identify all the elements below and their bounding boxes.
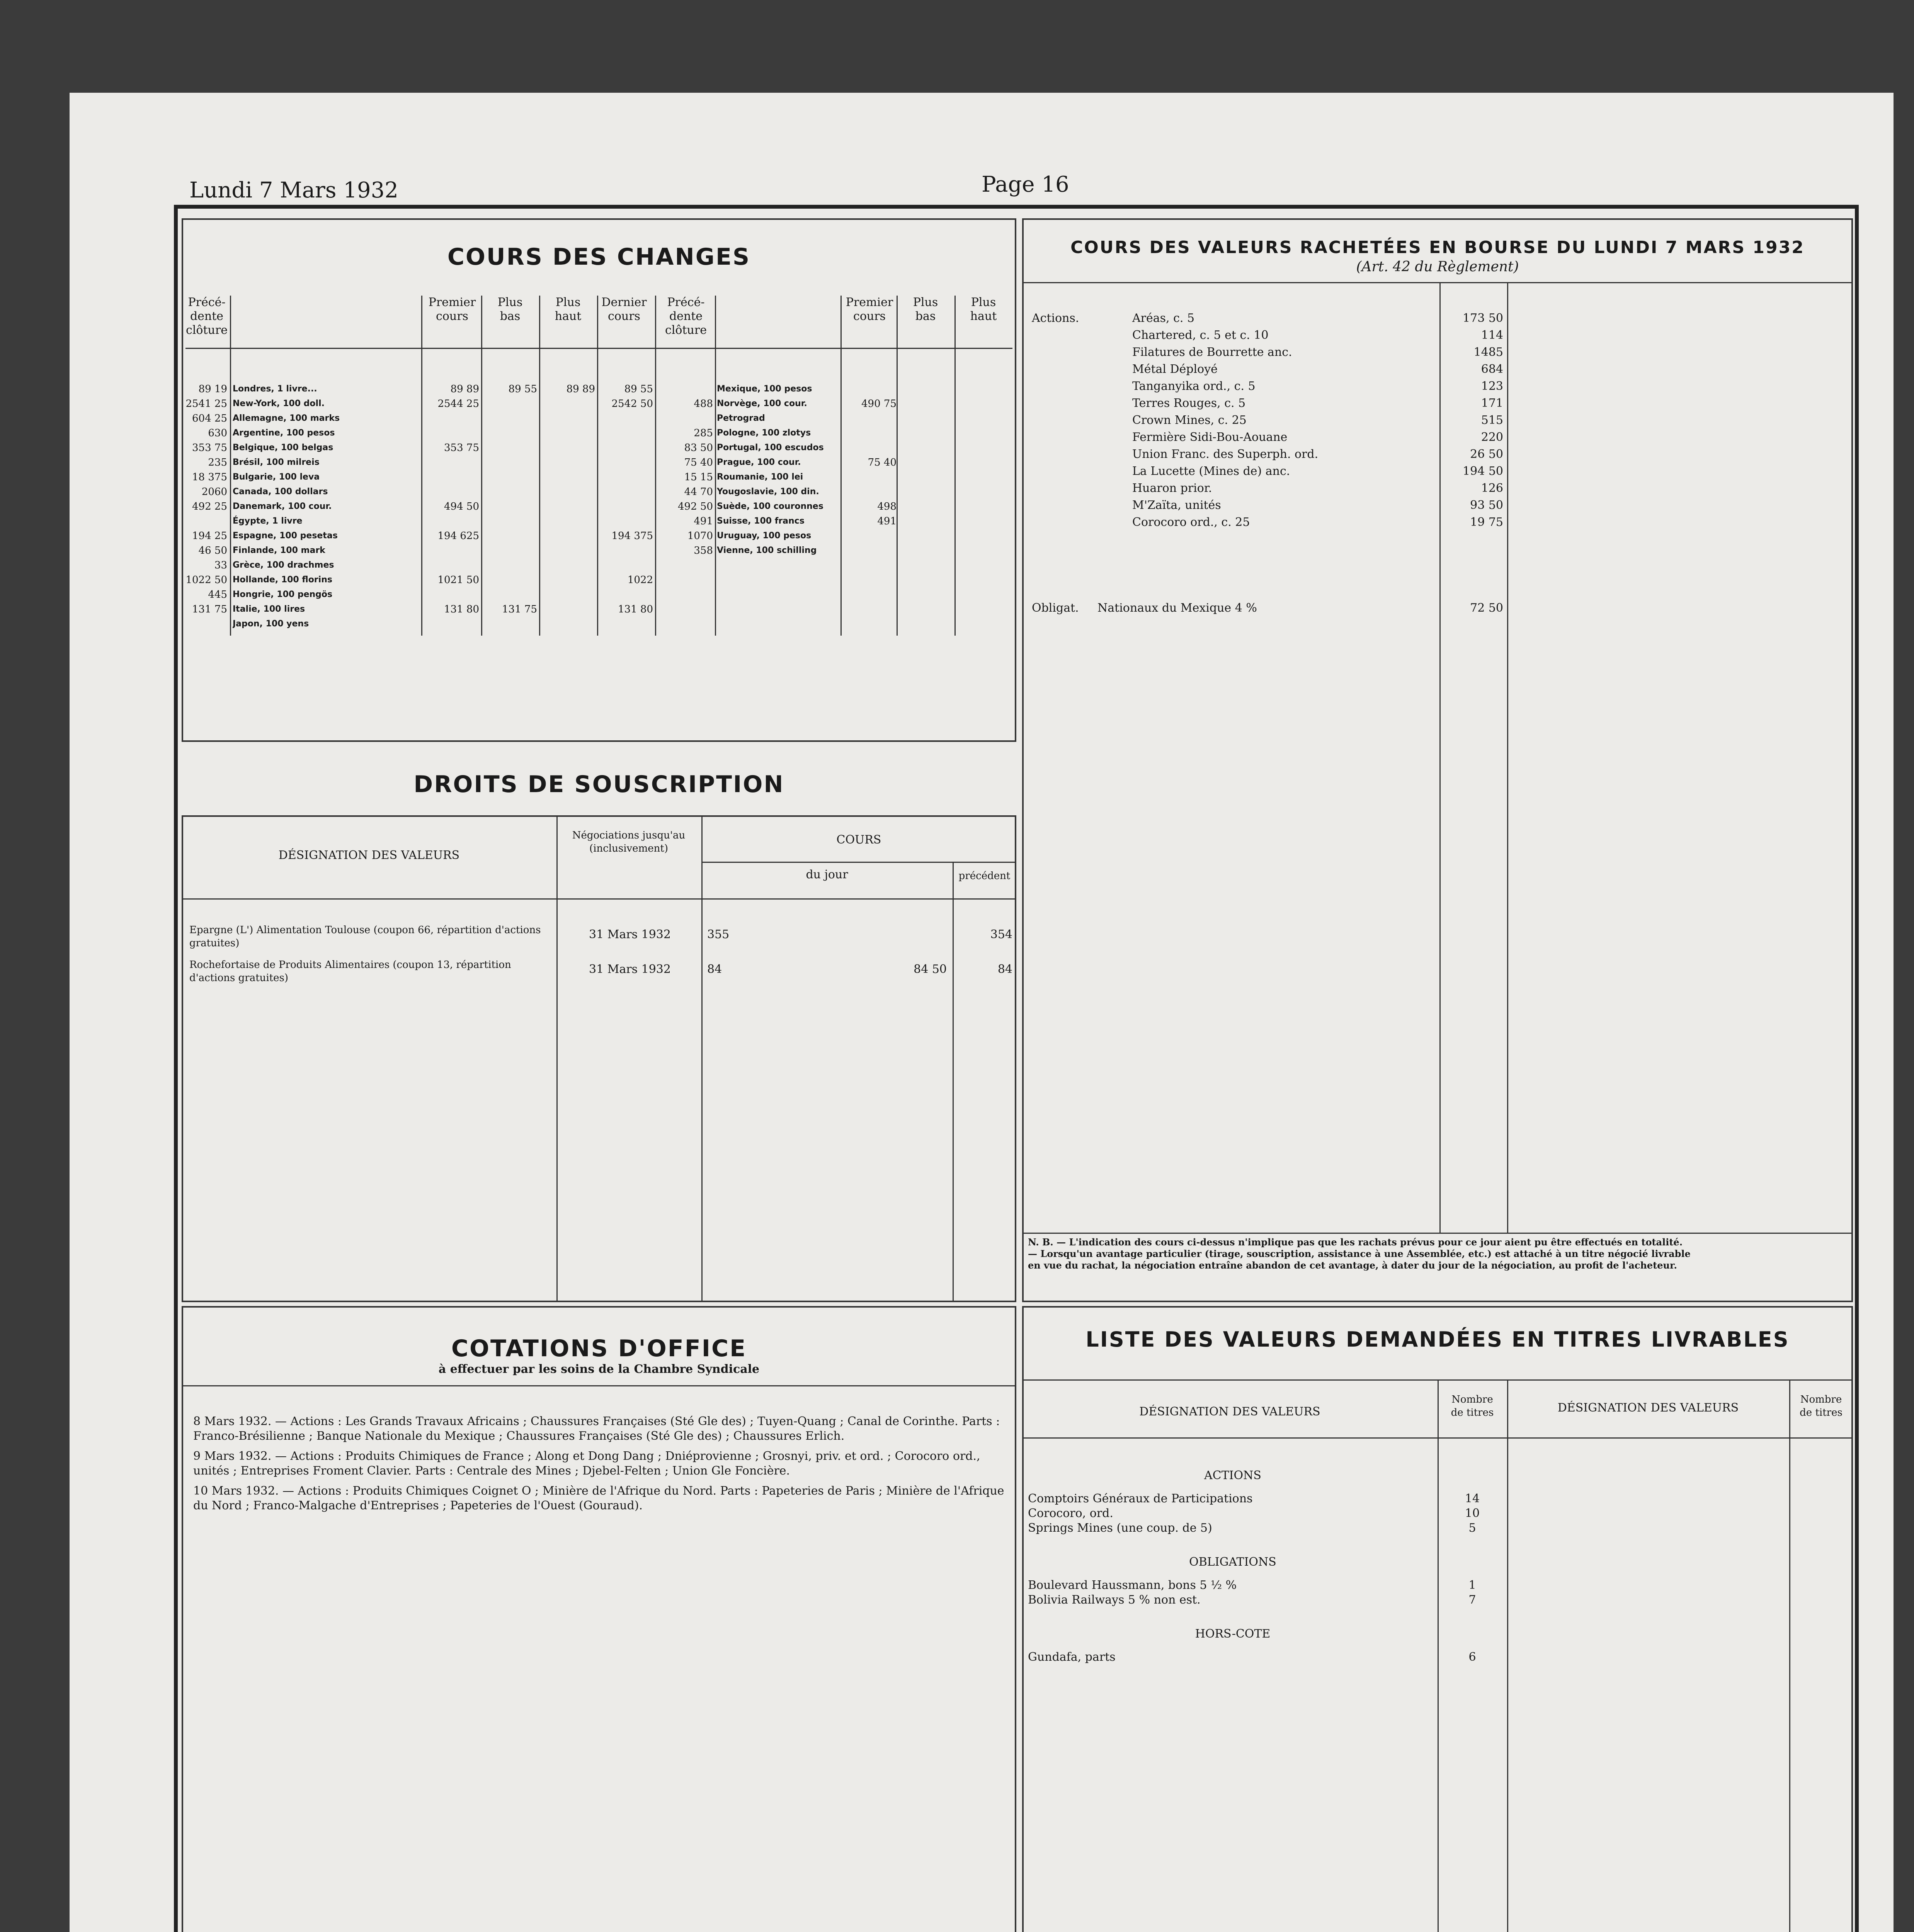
- livrables-section-obligations: OBLIGATIONS: [1189, 1555, 1276, 1569]
- exchange-name: Yougoslavie, 100 din.: [717, 487, 819, 497]
- rachetees-value: 1485: [1473, 345, 1503, 359]
- exchange-row: [655, 500, 1012, 515]
- livrables-name: Gundafa, parts: [1028, 1650, 1116, 1664]
- rachetees-name: Chartered, c. 5 et c. 10: [1132, 328, 1269, 342]
- exchange-name: Argentine, 100 pesos: [233, 428, 335, 438]
- rachetees-name: Huaron prior.: [1132, 481, 1212, 495]
- rachetees-name: Filatures de Bourrette anc.: [1132, 345, 1292, 359]
- rachetees-name: La Lucette (Mines de) anc.: [1132, 464, 1290, 478]
- changes-table: [185, 296, 1012, 728]
- exchange-prev: 1022 50: [185, 574, 227, 586]
- exchange-premier: 494 50: [444, 501, 479, 512]
- rachetees-value: 126: [1481, 481, 1503, 495]
- rachetees-value: 19 75: [1470, 515, 1503, 529]
- exchange-bas: 131 75: [502, 604, 537, 615]
- souscription-section: [182, 815, 1016, 1302]
- livrables-name: Bolivia Railways 5 % non est.: [1028, 1593, 1201, 1607]
- exchange-dernier: 131 80: [618, 604, 653, 615]
- exchange-prev: 353 75: [192, 442, 227, 454]
- rachetees-name: Corocoro ord., c. 25: [1132, 515, 1250, 529]
- souscription-date: 31 Mars 1932: [589, 928, 671, 941]
- exchange-name: Portugal, 100 escudos: [717, 443, 824, 452]
- exchange-prev: 492 25: [192, 501, 227, 512]
- exchange-premier: 131 80: [444, 604, 479, 615]
- exchange-prev: 358: [694, 545, 713, 556]
- souscription-col-precedent: précédent: [958, 870, 1011, 882]
- exchange-row: [185, 573, 655, 588]
- exchange-row: [185, 441, 655, 456]
- exchange-prev: 604 25: [192, 413, 227, 424]
- livrables-count: 14: [1465, 1492, 1480, 1505]
- exchange-row: [655, 485, 1012, 500]
- exchange-prev: 445: [208, 589, 227, 600]
- rachetees-obligat-value: 72 50: [1470, 601, 1503, 615]
- livrables-name: Comptoirs Généraux de Participations: [1028, 1492, 1253, 1505]
- exchange-row: [185, 515, 655, 529]
- exchange-prev: 2060: [201, 486, 227, 498]
- exchange-prev: 83 50: [684, 442, 713, 454]
- rachetees-actions-label: Actions.: [1032, 311, 1079, 325]
- exchange-name: Prague, 100 cour.: [717, 457, 801, 467]
- exchange-row: [655, 383, 1012, 397]
- cotations-paragraphs: [193, 1414, 1005, 1519]
- rachetees-subtitle: (Art. 42 du Règlement): [1356, 259, 1519, 275]
- exchange-name: Norvège, 100 cour.: [717, 399, 807, 408]
- exchange-name: Danemark, 100 cour.: [233, 502, 332, 511]
- exchange-prev: 491: [694, 515, 713, 527]
- rachetees-nb-line: N. B. — L'indication des cours ci-dessus n'implique pas que les rachats prévus pour ce jour aient pu être effectués en totalité.: [1028, 1236, 1683, 1248]
- exchange-prev: 75 40: [684, 457, 713, 468]
- exchange-name: Vienne, 100 schilling: [717, 546, 817, 555]
- rachetees-title: COURS DES VALEURS RACHETÉES EN BOURSE DU LUNDI 7 MARS 1932: [1070, 238, 1805, 257]
- rachetees-value: 26 50: [1470, 447, 1503, 461]
- livrables-section-hors-cote: HORS-COTE: [1195, 1627, 1271, 1641]
- exchange-dernier: 1022: [627, 574, 653, 586]
- livrables-count: 1: [1468, 1578, 1476, 1592]
- rachetees-nb-line: en vue du rachat, la négociation entraîne abandon de cet avantage, à dater du jour de la négociation, au profit de l'acheteur.: [1028, 1260, 1677, 1271]
- exchange-name: Pologne, 100 zlotys: [717, 428, 811, 438]
- exchange-row: [655, 441, 1012, 456]
- rachetees-value: 93 50: [1470, 498, 1503, 512]
- exchange-row: [655, 471, 1012, 485]
- rachetees-name: Fermière Sidi-Bou-Aouane: [1132, 430, 1288, 444]
- exchange-row: [655, 412, 1012, 427]
- exchange-name: Brésil, 100 milreis: [233, 457, 320, 467]
- col-premier-right: Premier cours: [846, 296, 893, 323]
- exchange-premier: 89 89: [450, 383, 479, 395]
- exchange-row: [185, 559, 655, 573]
- rachetees-value: 173 50: [1463, 311, 1503, 325]
- page-date: Lundi 7 Mars 1932: [189, 178, 398, 203]
- exchange-premier: 1021 50: [437, 574, 479, 586]
- souscription-date: 31 Mars 1932: [589, 963, 671, 976]
- col-bas-left: Plus bas: [497, 296, 523, 323]
- souscription-title: DROITS DE SOUSCRIPTION: [413, 771, 784, 798]
- exchange-premier: 75 40: [868, 457, 897, 468]
- exchange-premier: 194 625: [437, 530, 479, 542]
- newspaper-page: [70, 93, 1894, 1932]
- exchange-prev: 194 25: [192, 530, 227, 542]
- souscription-col-cours: COURS: [836, 833, 881, 847]
- rachetees-value: 684: [1481, 362, 1503, 376]
- cotations-title: COTATIONS D'OFFICE: [451, 1335, 747, 1362]
- page-number: Page 16: [982, 172, 1069, 197]
- exchange-row: [185, 427, 655, 441]
- exchange-row: [185, 412, 655, 427]
- livrables-title: LISTE DES VALEURS DEMANDÉES EN TITRES LIVRABLES: [1085, 1327, 1790, 1352]
- livrables-col-designation-2: DÉSIGNATION DES VALEURS: [1557, 1401, 1739, 1415]
- livrables-count: 7: [1468, 1593, 1476, 1607]
- rachetees-nb: [1028, 1236, 1847, 1271]
- rachetees-name: Tanganyika ord., c. 5: [1132, 379, 1256, 393]
- souscription-precedent: 354: [990, 928, 1012, 941]
- exchange-name: Canada, 100 dollars: [233, 487, 328, 497]
- livrables-col-nombre-1: Nombre de titres: [1451, 1394, 1494, 1418]
- exchange-prev: 1070: [687, 530, 713, 542]
- exchange-row: [655, 529, 1012, 544]
- exchange-row: [185, 471, 655, 485]
- exchange-premier: 353 75: [444, 442, 479, 454]
- exchange-row: [185, 500, 655, 515]
- livrables-count: 6: [1468, 1650, 1476, 1664]
- exchange-prev: 15 15: [684, 471, 713, 483]
- exchange-haut: 89 89: [566, 383, 595, 395]
- exchange-name: Espagne, 100 pesetas: [233, 531, 338, 541]
- exchange-name: Allemagne, 100 marks: [233, 413, 340, 423]
- souscription-name: Rochefortaise de Produits Alimentaires (coupon 13, répartition d'actions gratuites): [189, 959, 511, 984]
- exchange-row: [185, 397, 655, 412]
- souscription-name: Epargne (L') Alimentation Toulouse (coupon 66, répartition d'actions gratuites): [189, 924, 541, 949]
- exchange-name: Italie, 100 lires: [233, 604, 305, 614]
- exchange-row: [185, 456, 655, 471]
- col-haut-right: Plus haut: [970, 296, 997, 323]
- exchange-prev: 492 50: [678, 501, 713, 512]
- rachetees-name: Union Franc. des Superph. ord.: [1132, 447, 1319, 461]
- exchange-name: Suisse, 100 francs: [717, 516, 805, 526]
- exchange-name: Égypte, 1 livre: [233, 516, 303, 526]
- livrables-name: Boulevard Haussmann, bons 5 ½ %: [1028, 1578, 1237, 1592]
- exchange-name: Suède, 100 couronnes: [717, 502, 823, 511]
- exchange-premier: 490 75: [861, 398, 897, 410]
- exchange-row: [655, 544, 1012, 559]
- rachetees-name: Métal Déployé: [1132, 362, 1218, 376]
- col-haut-left: Plus haut: [555, 296, 582, 323]
- exchange-row: [185, 544, 655, 559]
- livrables-count: 10: [1465, 1507, 1480, 1520]
- exchange-name: Londres, 1 livre...: [233, 384, 317, 394]
- exchange-prev: 18 375: [192, 471, 227, 483]
- exchange-prev: 131 75: [192, 604, 227, 615]
- exchange-row: [655, 427, 1012, 441]
- livrables-name: Corocoro, ord.: [1028, 1507, 1113, 1520]
- livrables-section-actions: ACTIONS: [1204, 1469, 1261, 1482]
- livrables-col-nombre-2: Nombre de titres: [1800, 1394, 1843, 1418]
- livrables-name: Springs Mines (une coup. de 5): [1028, 1521, 1212, 1535]
- col-dernier-left: Dernier cours: [601, 296, 647, 323]
- livrables-col-designation-1: DÉSIGNATION DES VALEURS: [1139, 1405, 1320, 1418]
- livrables-count: 5: [1468, 1521, 1476, 1535]
- cotations-paragraph: 8 Mars 1932. — Actions : Les Grands Travaux Africains ; Chaussures Françaises (Sté Gle des) ; Tuyen-Quang ; Canal de Corinthe. Parts : Franco-Brésilienne ; Banque Nationale du Mexique ; Chaussures Françaises (Sté Gle des) ; Chaussures Erlich.: [193, 1415, 1000, 1443]
- exchange-name: Hongrie, 100 pengös: [233, 590, 333, 599]
- exchange-row: [185, 485, 655, 500]
- exchange-prev: 89 19: [198, 383, 227, 395]
- rachetees-value: 220: [1481, 430, 1503, 444]
- exchange-row: [185, 588, 655, 603]
- exchange-premier: 491: [877, 515, 897, 527]
- cotations-paragraph: 10 Mars 1932. — Actions : Produits Chimiques Coignet O ; Minière de l'Afrique du Nord. Parts : Papeteries de Paris ; Minière de l'Afrique du Nord ; Franco-Malgache d'Entreprises ; Papeteries de l'Ouest (Gouraud).: [193, 1484, 1004, 1512]
- rachetees-name: Crown Mines, c. 25: [1132, 413, 1247, 427]
- col-premier-left: Premier cours: [428, 296, 476, 323]
- souscription-col-negociations: Négociations jusqu'au (inclusivement): [572, 830, 686, 854]
- exchange-prev: 46 50: [198, 545, 227, 556]
- exchange-prev: 44 70: [684, 486, 713, 498]
- exchange-name: Grèce, 100 drachmes: [233, 560, 334, 570]
- exchange-row: [185, 617, 655, 632]
- exchange-row: [655, 515, 1012, 529]
- souscription-col-designation: DÉSIGNATION DES VALEURS: [278, 849, 460, 862]
- rachetees-name: Terres Rouges, c. 5: [1132, 396, 1246, 410]
- exchange-prev: 285: [694, 427, 713, 439]
- rachetees-obligat-name: Nationaux du Mexique 4 %: [1097, 601, 1257, 615]
- exchange-row: [655, 397, 1012, 412]
- exchange-dernier: 89 55: [624, 383, 653, 395]
- exchange-name: Bulgarie, 100 leva: [233, 472, 320, 482]
- exchange-prev: 235: [208, 457, 227, 468]
- rachetees-name: Aréas, c. 5: [1132, 311, 1195, 325]
- exchange-premier: 2544 25: [437, 398, 479, 410]
- exchange-name: Uruguay, 100 pesos: [717, 531, 812, 541]
- souscription-col-du-jour: du jour: [806, 868, 848, 881]
- col-prev-left: Précé- dente clôture: [186, 296, 228, 337]
- souscription-precedent: 84: [997, 963, 1012, 976]
- cotations-paragraph: 9 Mars 1932. — Actions : Produits Chimiques de France ; Along et Dong Dang ; Dniéprovienne ; Grosnyi, priv. et ord. ; Corocoro ord., unités ; Entreprises Froment Clavier. Parts : Centrale des Mines ; Djebel-Felten ; Union Gle Foncière.: [193, 1449, 980, 1478]
- cotations-subtitle: à effectuer par les soins de la Chambre Syndicale: [438, 1362, 760, 1376]
- souscription-jour2: 84 50: [914, 963, 947, 976]
- souscription-jour: 84: [707, 963, 722, 976]
- exchange-row: [185, 529, 655, 544]
- exchange-name: Roumanie, 100 lei: [717, 472, 803, 482]
- souscription-jour: 355: [707, 928, 730, 941]
- rachetees-value: 515: [1481, 413, 1503, 427]
- exchange-row: [185, 603, 655, 617]
- exchange-prev: 488: [694, 398, 713, 410]
- exchange-name: Finlande, 100 mark: [233, 546, 325, 555]
- exchange-name: New-York, 100 doll.: [233, 399, 325, 408]
- exchange-name: Petrograd: [717, 413, 765, 423]
- exchange-prev: 33: [214, 560, 227, 571]
- changes-title: COURS DES CHANGES: [447, 243, 751, 270]
- rachetees-value: 171: [1481, 396, 1503, 410]
- exchange-prev: 630: [208, 427, 227, 439]
- exchange-name: Hollande, 100 florins: [233, 575, 332, 585]
- exchange-dernier: 194 375: [611, 530, 653, 542]
- exchange-name: Japon, 100 yens: [233, 619, 309, 629]
- exchange-name: Belgique, 100 belgas: [233, 443, 333, 452]
- rachetees-obligat-label: Obligat.: [1032, 601, 1079, 615]
- col-bas-right: Plus bas: [913, 296, 938, 323]
- rachetees-name: M'Zaïta, unités: [1132, 498, 1221, 512]
- exchange-premier: 498: [877, 501, 897, 512]
- col-prev-right: Précé- dente clôture: [665, 296, 707, 337]
- rachetees-value: 123: [1481, 379, 1503, 393]
- exchange-row: [185, 383, 655, 397]
- exchange-prev: 2541 25: [185, 398, 227, 410]
- exchange-bas: 89 55: [508, 383, 537, 395]
- rachetees-nb-line: — Lorsqu'un avantage particulier (tirage, souscription, assistance à une Assemblée, etc.) est attaché à un titre négocié livrable: [1028, 1248, 1691, 1259]
- rachetees-value: 114: [1481, 328, 1503, 342]
- exchange-dernier: 2542 50: [611, 398, 653, 410]
- cotations-section: [182, 1306, 1016, 1932]
- exchange-row: [655, 456, 1012, 471]
- exchange-name: Mexique, 100 pesos: [717, 384, 812, 394]
- rachetees-value: 194 50: [1463, 464, 1503, 478]
